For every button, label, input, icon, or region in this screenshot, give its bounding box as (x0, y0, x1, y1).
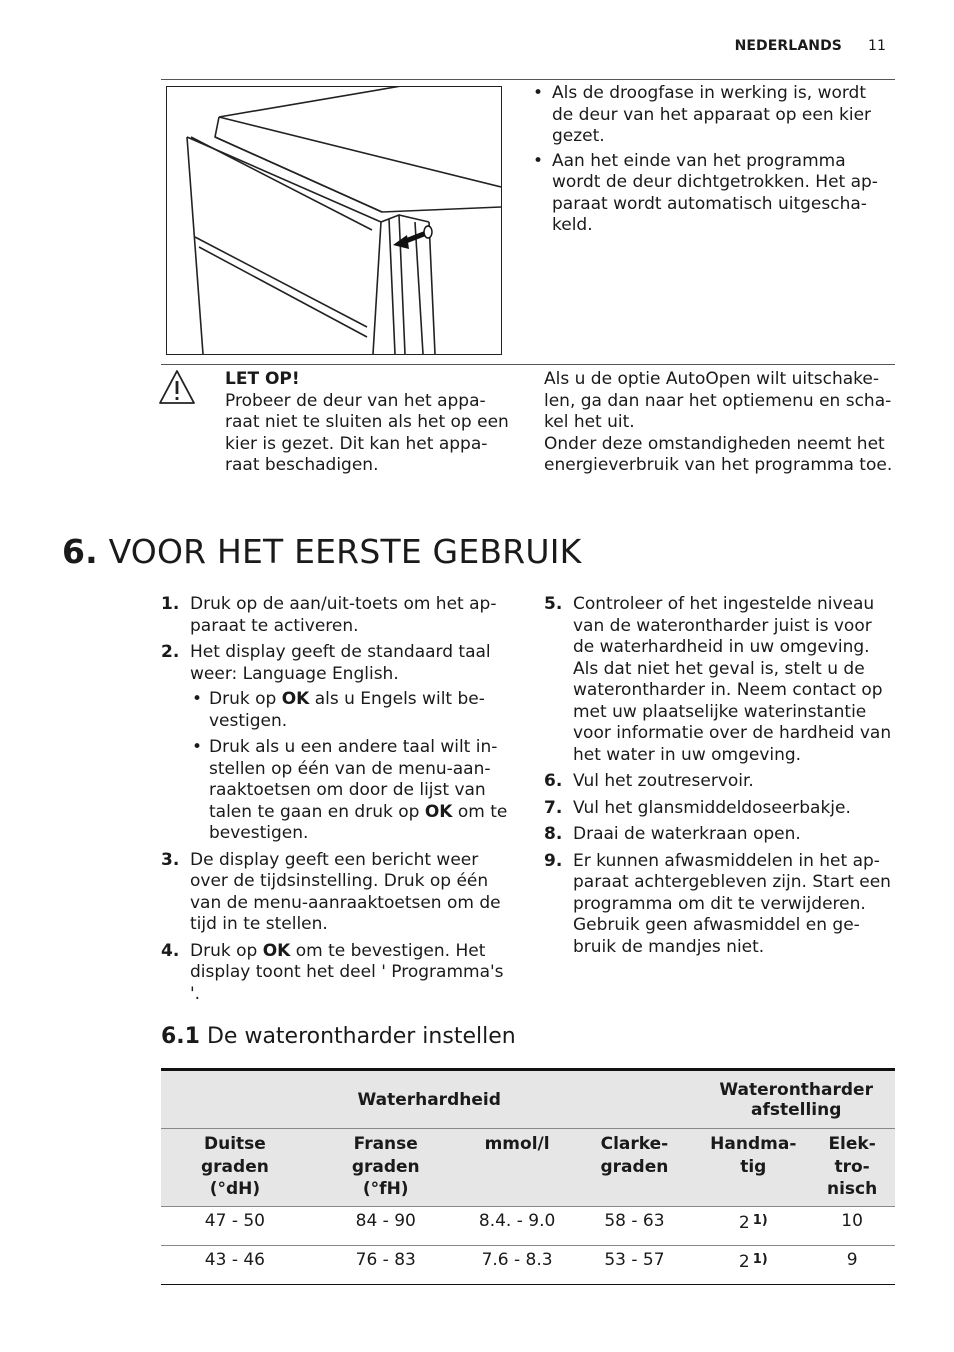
sub-text: om te bevestigen. (209, 801, 508, 843)
table-cell: 53 - 57 (572, 1246, 698, 1285)
list-item (190, 689, 513, 732)
step-text: om te bevestigen. Het display toont het deel ' Programma's '. (190, 940, 504, 1004)
step-text: Vul het glansmiddeldoseerbakje. (573, 797, 851, 818)
step-number: 5. (544, 594, 563, 614)
step-text: De display geeft een bericht weer over de tijdsinstelling. Druk op één van de menu-aanraaktoetsen om de tijd in te stellen. (190, 849, 501, 934)
subsection-title-text: De waterontharder instellen (206, 1024, 516, 1049)
section-title-text: VOOR HET EERSTE GEBRUIK (108, 532, 582, 571)
column-header: Franse graden (°fH) (309, 1129, 463, 1207)
table-cell: 9 (809, 1246, 895, 1285)
step-text: Controleer of het ingestelde niveau van de waterontharder juist is voor de waterhardheid in uw omgeving. Als dat niet het geval is, stelt u de waterontharder in. Neem contact op met uw plaatselijke waterinstantie voor informatie over de hardheid van het water in uw omgeving. (573, 594, 892, 765)
warning-block (225, 369, 515, 477)
subsection-title (161, 1024, 516, 1049)
list-item (161, 941, 513, 1006)
warning-triangle-icon (158, 368, 196, 410)
list-item (544, 771, 894, 793)
dishwasher-door-illustration (166, 86, 502, 355)
table-cell (697, 1246, 809, 1285)
table-cell: 76 - 83 (309, 1246, 463, 1285)
table-cell: 84 - 90 (309, 1207, 463, 1246)
step-number: 9. (544, 850, 563, 871)
section-title (62, 532, 581, 571)
table-group-header: Waterhardheid (161, 1070, 697, 1129)
autoopen-text-1: Als u de optie AutoOpen wilt uitschake-len, ga dan naar het optiemenu en scha-kel het uit. (544, 369, 892, 432)
autoopen-text-2: Onder deze omstandigheden neemt het energieverbruik van het programma toe. (544, 433, 893, 475)
column-header: mmol/l (463, 1129, 572, 1207)
table-row (161, 1246, 895, 1285)
list-item (190, 737, 513, 845)
column-header: Duitse graden (°dH) (161, 1129, 309, 1207)
header-language: NEDERLANDS (734, 38, 842, 54)
divider (161, 79, 895, 80)
divider (161, 364, 895, 365)
table-cell: 47 - 50 (161, 1207, 309, 1246)
step-number: 4. (161, 940, 180, 961)
door-ajar-drawing (167, 87, 501, 354)
table-group-header: Waterontharder afstelling (697, 1070, 895, 1129)
list-item (544, 594, 894, 766)
list-item (161, 642, 513, 845)
sub-text: Druk als u een andere taal wilt in-stellen op één van de menu-aan-raaktoetsen om door de lijst van talen te gaan en druk op (209, 737, 498, 822)
column-header: Handma-tig (697, 1129, 809, 1207)
step-number: 6. (544, 771, 563, 791)
step-number: 8. (544, 824, 563, 844)
list-item: • Aan het einde van het programma wordt de deur dichtgetrokken. Het ap-paraat wordt automatisch uitgescha-keld. (530, 151, 890, 237)
ok-key-label: OK (262, 940, 291, 961)
list-item (161, 850, 513, 936)
ok-key-label: OK (424, 801, 453, 822)
list-item (161, 594, 513, 637)
steps-right (544, 594, 894, 963)
column-header: Elek-tro-nisch (809, 1129, 895, 1207)
footnote-mark: 1) (752, 1213, 768, 1228)
manual-value: 2 (738, 1252, 750, 1272)
step-number: 2. (161, 642, 180, 662)
table-cell: 10 (809, 1207, 895, 1246)
column-header: Clarke-graden (572, 1129, 698, 1207)
subsection-number: 6.1 (161, 1024, 200, 1049)
table-row (161, 1207, 895, 1246)
section-number: 6. (62, 532, 98, 571)
warning-title: LET OP! (225, 369, 300, 389)
intro-bullets (530, 83, 890, 240)
table-cell: 58 - 63 (572, 1207, 698, 1246)
manual-value: 2 (738, 1213, 750, 1233)
step-text: Het display geeft de standaard taal weer: Language English. (190, 642, 491, 684)
step-text: Vul het zoutreservoir. (573, 771, 754, 791)
steps-left (161, 594, 513, 1010)
footnote-mark: 1) (752, 1252, 768, 1267)
table-cell: 43 - 46 (161, 1246, 309, 1285)
step-text: Druk op (190, 940, 263, 961)
table-cell: 8.4. - 9.0 (463, 1207, 572, 1246)
step-number: 7. (544, 797, 563, 818)
list-item (544, 824, 894, 846)
list-item: • Als de droogfase in werking is, wordt de deur van het apparaat op een kier gezet. (530, 83, 890, 148)
sub-text: Druk op (209, 689, 282, 709)
autoopen-note (544, 369, 894, 477)
table-cell (697, 1207, 809, 1246)
step-text: Er kunnen afwasmiddelen in het ap-paraat achtergebleven zijn. Start een programma om dit te verwijderen. Gebruik geen afwasmiddel en ge-bruik de mandjes niet. (573, 850, 891, 957)
page-number: 11 (867, 38, 886, 54)
sub-text: als u Engels wilt be-vestigen. (209, 689, 485, 731)
list-item (544, 798, 894, 820)
step-number: 3. (161, 849, 180, 870)
table-cell: 7.6 - 8.3 (463, 1246, 572, 1285)
warning-text: Probeer de deur van het appa-raat niet te sluiten als het op een kier is gezet. Dit kan het appa-raat beschadigen. (225, 390, 509, 475)
ok-key-label: OK (281, 689, 310, 709)
step-number: 1. (161, 594, 180, 614)
page-header (735, 38, 886, 54)
list-item (544, 851, 894, 959)
water-hardness-table (161, 1068, 895, 1285)
step-text: Draai de waterkraan open. (573, 824, 801, 844)
step-text: Druk op de aan/uit-toets om het ap-paraat te activeren. (190, 594, 497, 636)
